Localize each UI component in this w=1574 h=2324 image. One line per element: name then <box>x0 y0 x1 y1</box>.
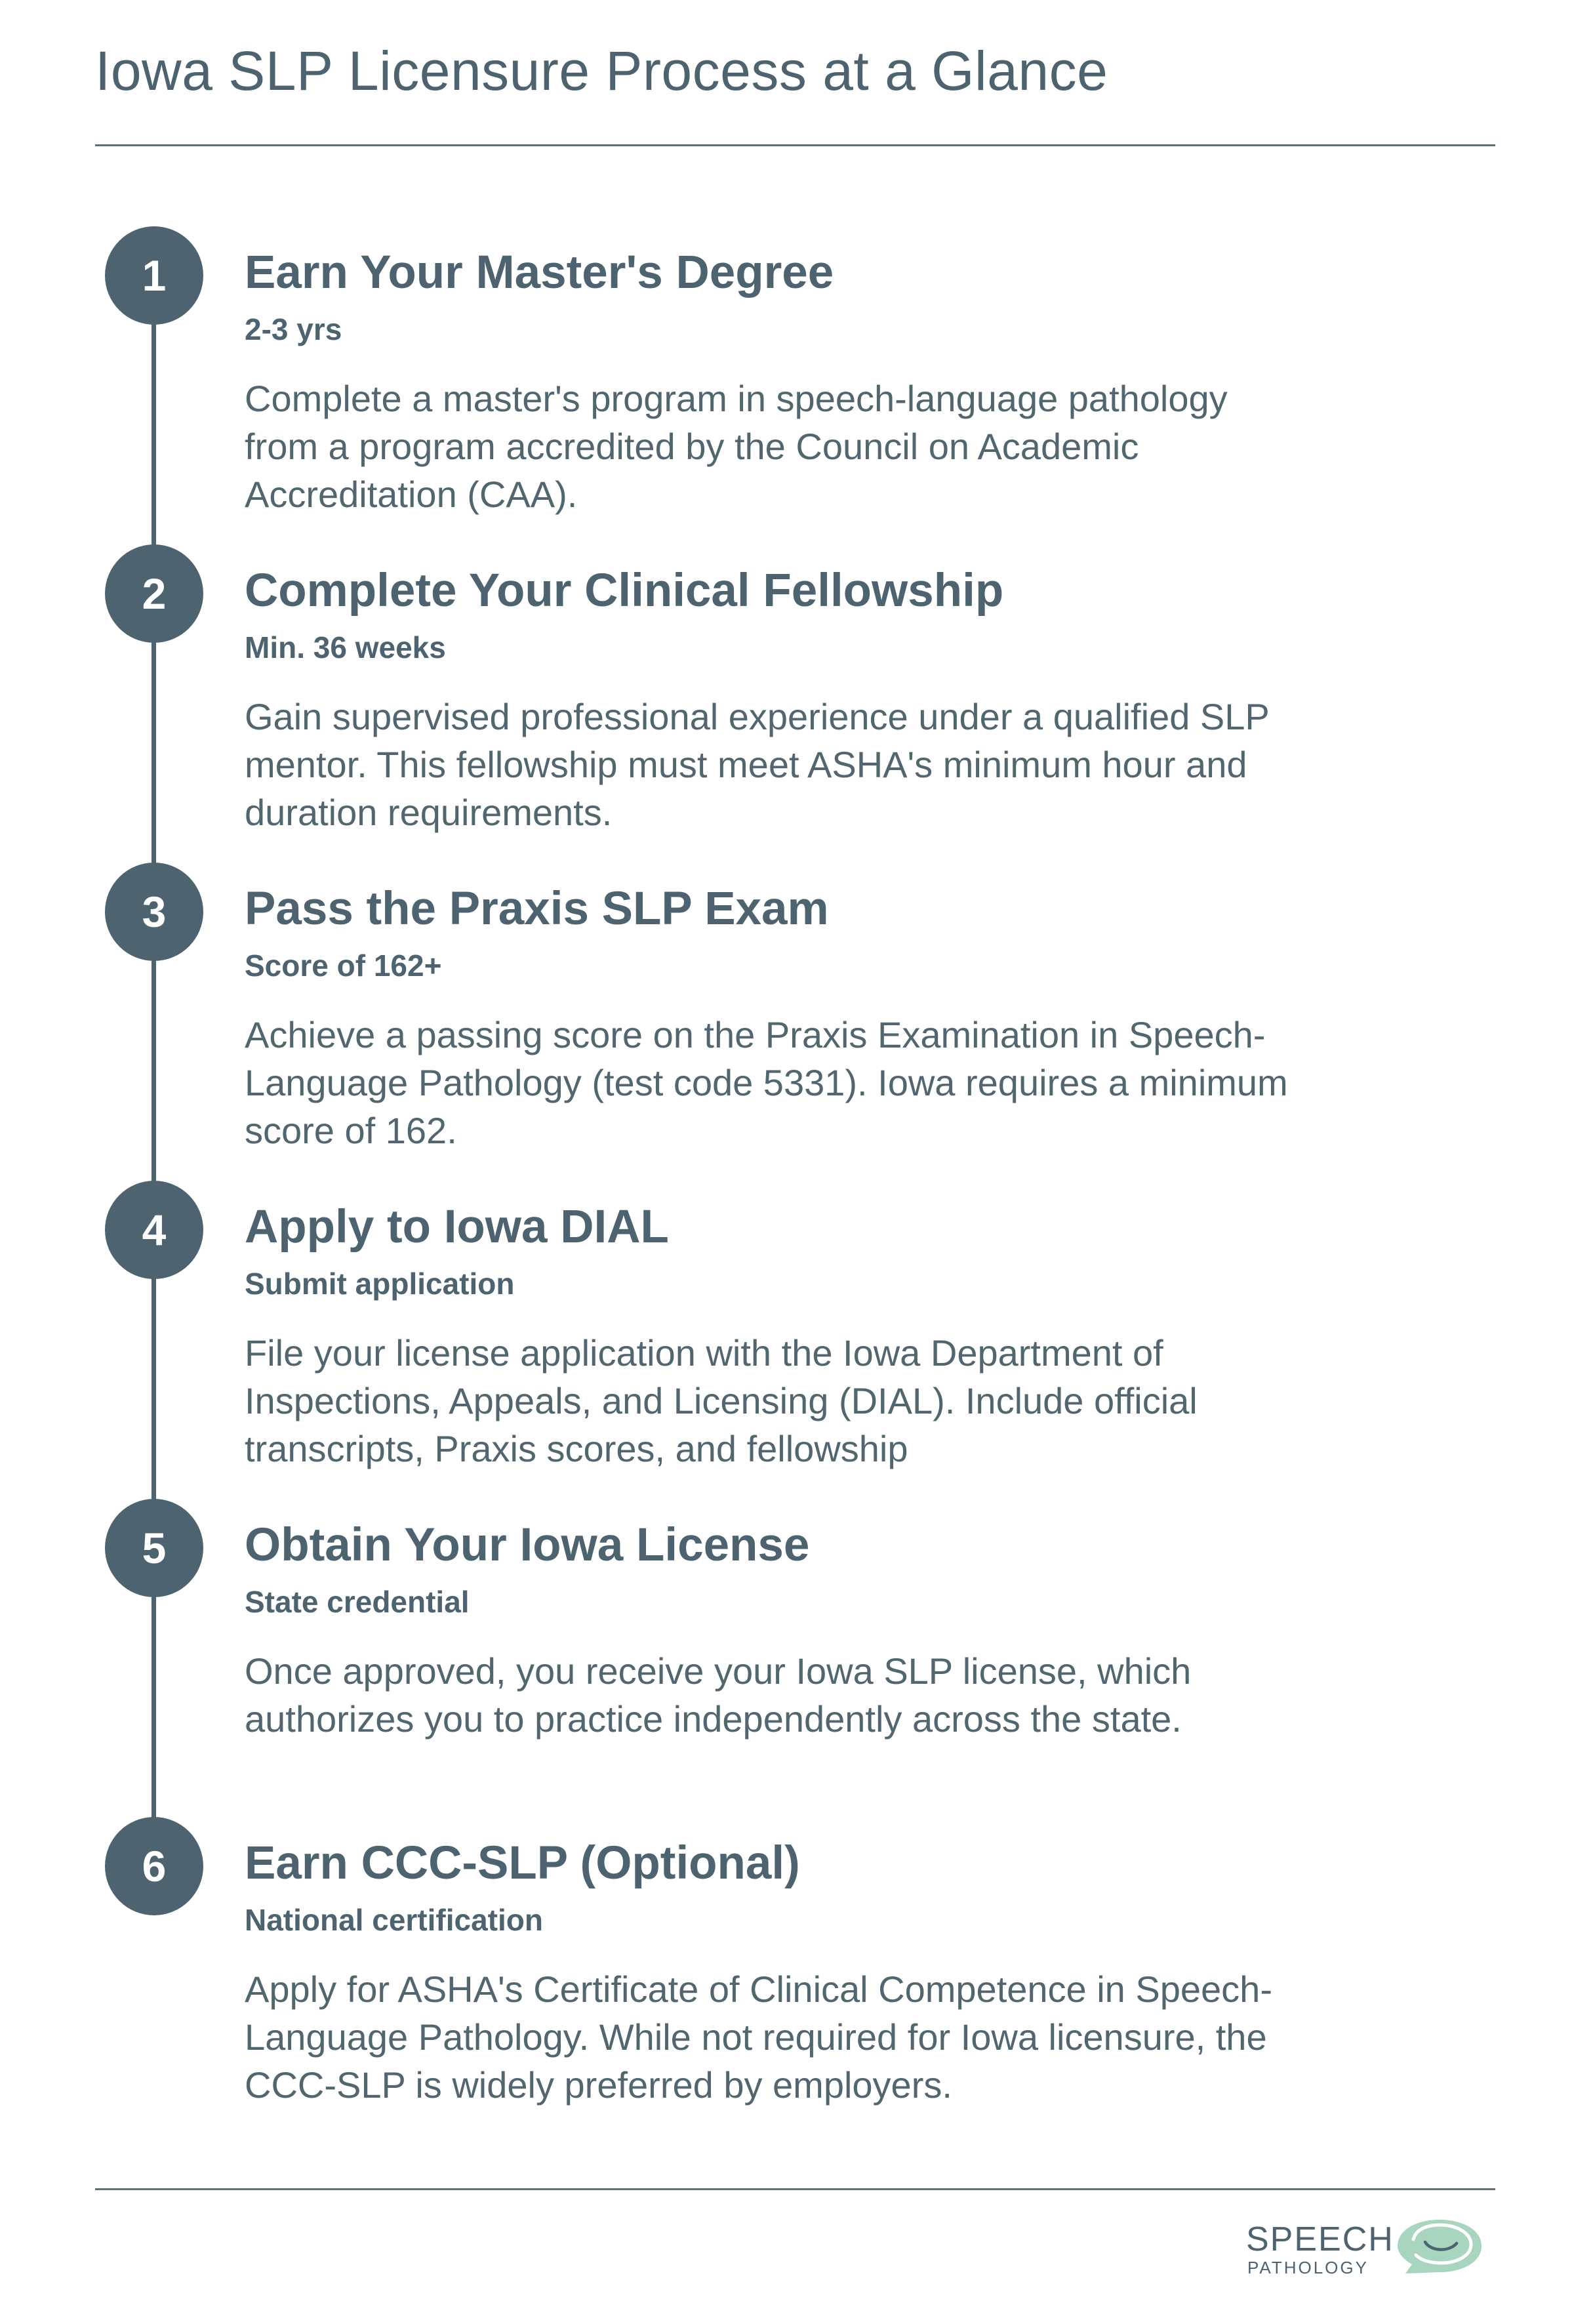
step-title: Obtain Your Iowa License <box>245 1519 810 1571</box>
step-duration: State credential <box>245 1585 470 1619</box>
title-divider <box>95 144 1495 146</box>
step-description: Complete a master's program in speech-language pathology from a program accredited by the Council on Academic Accreditation (CAA). <box>245 378 1228 515</box>
step-duration: National certification <box>245 1903 543 1937</box>
step-title: Complete Your Clinical Fellowship <box>245 565 1004 617</box>
page-title: Iowa SLP Licensure Process at a Glance <box>95 40 1108 102</box>
speech-bubble-smile-icon <box>1394 2216 1485 2279</box>
step-title: Pass the Praxis SLP Exam <box>245 883 829 935</box>
step-number-badge: 4 <box>105 1181 203 1279</box>
timeline-connector-line <box>151 275 156 1863</box>
footer-divider <box>95 2188 1495 2190</box>
step-description: File your license application with the Iowa Department of Inspections, Appeals, and Licensing (DIAL). Include official transcripts, Praxis scores, and fellowship <box>245 1332 1198 1469</box>
step-title: Earn Your Master's Degree <box>245 247 834 298</box>
step-description: Apply for ASHA's Certificate of Clinical Competence in Speech-Language Pathology. While not required for Iowa licensure, the CCC-SLP is widely preferred by employers. <box>245 1968 1272 2106</box>
step-title: Earn CCC-SLP (Optional) <box>245 1837 800 1889</box>
step-number-badge: 5 <box>105 1499 203 1597</box>
step-number-badge: 3 <box>105 863 203 961</box>
step-description: Once approved, you receive your Iowa SLP license, which authorizes you to practice independently across the state. <box>245 1650 1192 1740</box>
step-number-badge: 2 <box>105 544 203 643</box>
step-description: Achieve a passing score on the Praxis Examination in Speech-Language Pathology (test code 5331). Iowa requires a minimum score of 162. <box>245 1014 1288 1151</box>
step-title: Apply to Iowa DIAL <box>245 1201 669 1253</box>
speech-pathology-logo <box>1246 2216 1489 2281</box>
step-number-badge: 6 <box>105 1817 203 1915</box>
step-duration: Min. 36 weeks <box>245 630 446 664</box>
logo-wordmark-pathology: PATHOLOGY <box>1247 2258 1369 2277</box>
step-duration: Submit application <box>245 1267 515 1301</box>
logo-wordmark-speech: SPEECH <box>1246 2220 1394 2258</box>
step-description: Gain supervised professional experience under a qualified SLP mentor. This fellowship must meet ASHA's minimum hour and duration requirements. <box>245 696 1269 833</box>
step-number-badge: 1 <box>105 226 203 325</box>
step-duration: Score of 162+ <box>245 948 442 983</box>
step-duration: 2-3 yrs <box>245 312 342 346</box>
